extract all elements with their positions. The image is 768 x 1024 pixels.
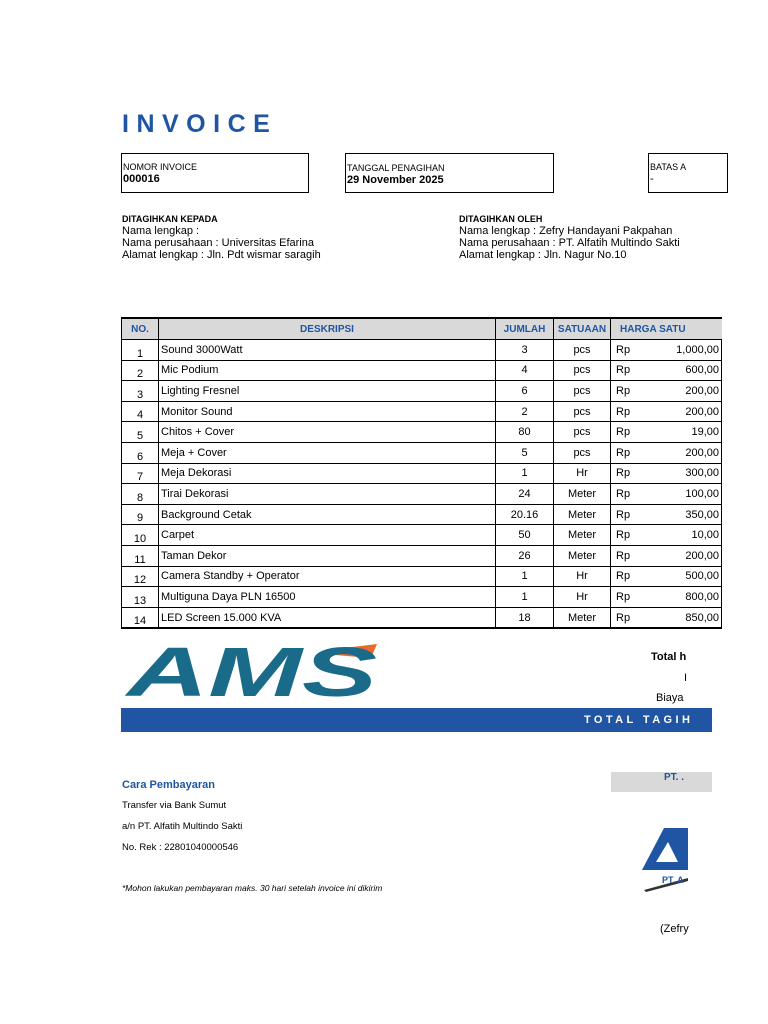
row-currency: Rp bbox=[611, 545, 636, 566]
row-unit: Meter bbox=[554, 525, 611, 546]
invoice-number-box bbox=[121, 153, 309, 193]
row-description: LED Screen 15.000 KVA bbox=[159, 607, 496, 628]
signer-name: (Zefry bbox=[660, 923, 689, 935]
row-currency: Rp bbox=[611, 484, 636, 505]
billed-by bbox=[459, 214, 680, 261]
row-description: Monitor Sound bbox=[159, 401, 496, 422]
row-unit-price: 300,00 bbox=[636, 463, 722, 484]
row-quantity: 1 bbox=[496, 463, 554, 484]
row-no: 13 bbox=[122, 587, 159, 608]
row-description: Sound 3000Watt bbox=[159, 340, 496, 361]
row-currency: Rp bbox=[611, 463, 636, 484]
summary-line-2: I bbox=[684, 672, 688, 684]
row-description: Carpet bbox=[159, 525, 496, 546]
row-unit: pcs bbox=[554, 381, 611, 402]
row-unit: pcs bbox=[554, 442, 611, 463]
billed-to-name: Nama lengkap : bbox=[122, 225, 200, 237]
row-unit-price: 500,00 bbox=[636, 566, 722, 587]
grand-total-label: TOTAL TAGIH bbox=[584, 714, 694, 726]
row-no: 12 bbox=[122, 566, 159, 587]
due-date-box bbox=[648, 153, 728, 193]
row-no: 9 bbox=[122, 504, 159, 525]
row-unit: Meter bbox=[554, 484, 611, 505]
row-quantity: 1 bbox=[496, 587, 554, 608]
table-row bbox=[122, 422, 722, 443]
row-description: Lighting Fresnel bbox=[159, 381, 496, 402]
row-unit-price: 19,00 bbox=[636, 422, 722, 443]
row-unit: pcs bbox=[554, 340, 611, 361]
row-unit: pcs bbox=[554, 360, 611, 381]
row-unit: Meter bbox=[554, 504, 611, 525]
col-unit-header: SATUAAN bbox=[554, 318, 611, 340]
row-no: 4 bbox=[122, 401, 159, 422]
table-row bbox=[122, 340, 722, 361]
row-description: Meja Dekorasi bbox=[159, 463, 496, 484]
table-row bbox=[122, 504, 722, 525]
row-quantity: 26 bbox=[496, 545, 554, 566]
payment-account-no: No. Rek : 22801040000546 bbox=[122, 842, 239, 853]
row-quantity: 4 bbox=[496, 360, 554, 381]
row-quantity: 24 bbox=[496, 484, 554, 505]
row-no: 14 bbox=[122, 607, 159, 628]
invoice-date: 29 November 2025 bbox=[347, 174, 444, 186]
invoice-number: 000016 bbox=[123, 173, 160, 185]
row-currency: Rp bbox=[611, 442, 636, 463]
row-quantity: 50 bbox=[496, 525, 554, 546]
row-unit-price: 200,00 bbox=[636, 442, 722, 463]
row-description: Taman Dekor bbox=[159, 545, 496, 566]
summary-total-label: Total h bbox=[651, 651, 687, 663]
row-unit: pcs bbox=[554, 422, 611, 443]
row-unit-price: 200,00 bbox=[636, 381, 722, 402]
row-unit-price: 200,00 bbox=[636, 401, 722, 422]
col-qty-header: JUMLAH bbox=[496, 318, 554, 340]
row-currency: Rp bbox=[611, 566, 636, 587]
row-description: Background Cetak bbox=[159, 504, 496, 525]
invoice-date-box bbox=[345, 153, 554, 193]
billed-to bbox=[122, 214, 321, 261]
invoice-number-label: NOMOR INVOICE bbox=[123, 162, 198, 172]
table-row bbox=[122, 463, 722, 484]
row-no: 2 bbox=[122, 360, 159, 381]
row-description: Mic Podium bbox=[159, 360, 496, 381]
row-unit: Hr bbox=[554, 566, 611, 587]
row-no: 6 bbox=[122, 442, 159, 463]
row-no: 1 bbox=[122, 340, 159, 361]
row-description: Tirai Dekorasi bbox=[159, 484, 496, 505]
row-unit-price: 350,00 bbox=[636, 504, 722, 525]
table-header-row bbox=[122, 318, 722, 340]
row-unit-price: 1,000,00 bbox=[636, 340, 722, 361]
invoice-title: INVOICE bbox=[122, 110, 278, 138]
row-unit: pcs bbox=[554, 401, 611, 422]
row-quantity: 6 bbox=[496, 381, 554, 402]
row-quantity: 3 bbox=[496, 340, 554, 361]
billed-to-heading: DITAGIHKAN KEPADA bbox=[122, 214, 218, 224]
row-description: Multiguna Daya PLN 16500 bbox=[159, 587, 496, 608]
row-quantity: 80 bbox=[496, 422, 554, 443]
row-no: 3 bbox=[122, 381, 159, 402]
payment-heading: Cara Pembayaran bbox=[122, 779, 215, 791]
row-unit: Hr bbox=[554, 587, 611, 608]
row-quantity: 2 bbox=[496, 401, 554, 422]
billed-by-heading: DITAGIHKAN OLEH bbox=[459, 214, 543, 224]
row-currency: Rp bbox=[611, 587, 636, 608]
invoice-date-label: TANGGAL PENAGIHAN bbox=[347, 163, 445, 173]
table-row bbox=[122, 607, 722, 628]
row-no: 8 bbox=[122, 484, 159, 505]
row-no: 10 bbox=[122, 525, 159, 546]
signature-company-label: PT. . bbox=[664, 772, 685, 783]
due-date-label: BATAS A bbox=[650, 162, 687, 172]
table-row bbox=[122, 401, 722, 422]
table-row bbox=[122, 381, 722, 402]
payment-account-name: a/n PT. Alfatih Multindo Sakti bbox=[122, 821, 243, 832]
row-quantity: 1 bbox=[496, 566, 554, 587]
billed-to-company: Nama perusahaan : Universitas Efarina bbox=[122, 237, 314, 249]
row-description: Camera Standby + Operator bbox=[159, 566, 496, 587]
row-currency: Rp bbox=[611, 381, 636, 402]
payment-method: Transfer via Bank Sumut bbox=[122, 800, 227, 811]
col-price-header: HARGA SATU bbox=[611, 318, 722, 340]
col-no-header: NO. bbox=[122, 318, 159, 340]
row-no: 7 bbox=[122, 463, 159, 484]
billed-to-address: Alamat lengkap : Jln. Pdt wismar saragih bbox=[122, 249, 321, 261]
row-unit: Meter bbox=[554, 607, 611, 628]
summary-fee-label: Biaya bbox=[656, 692, 684, 704]
billed-by-company: Nama perusahaan : PT. Alfatih Multindo Sakti bbox=[459, 237, 680, 249]
billed-by-name: Nama lengkap : Zefry Handayani Pakpahan bbox=[459, 225, 673, 237]
row-unit-price: 800,00 bbox=[636, 587, 722, 608]
logo-text: AMS bbox=[123, 633, 377, 711]
company-stamp-text: PT. A bbox=[662, 875, 684, 885]
row-description: Chitos + Cover bbox=[159, 422, 496, 443]
table-row bbox=[122, 442, 722, 463]
billed-by-address: Alamat lengkap : Jln. Nagur No.10 bbox=[459, 249, 627, 261]
col-desc-header: DESKRIPSI bbox=[159, 318, 496, 340]
row-no: 5 bbox=[122, 422, 159, 443]
row-currency: Rp bbox=[611, 422, 636, 443]
row-currency: Rp bbox=[611, 401, 636, 422]
row-unit: Meter bbox=[554, 545, 611, 566]
row-unit-price: 850,00 bbox=[636, 607, 722, 628]
row-quantity: 18 bbox=[496, 607, 554, 628]
row-no: 11 bbox=[122, 545, 159, 566]
row-description: Meja + Cover bbox=[159, 442, 496, 463]
due-date: - bbox=[650, 173, 654, 185]
items-table bbox=[121, 317, 722, 629]
row-currency: Rp bbox=[611, 340, 636, 361]
table-row bbox=[122, 587, 722, 608]
row-unit: Hr bbox=[554, 463, 611, 484]
row-currency: Rp bbox=[611, 504, 636, 525]
payment-note: *Mohon lakukan pembayaran maks. 30 hari setelah invoice ini dikirim bbox=[122, 883, 383, 893]
row-unit-price: 600,00 bbox=[636, 360, 722, 381]
ams-logo bbox=[123, 633, 383, 711]
row-quantity: 20.16 bbox=[496, 504, 554, 525]
row-currency: Rp bbox=[611, 360, 636, 381]
table-row bbox=[122, 525, 722, 546]
table-row bbox=[122, 545, 722, 566]
row-currency: Rp bbox=[611, 525, 636, 546]
table-row bbox=[122, 566, 722, 587]
row-unit-price: 200,00 bbox=[636, 545, 722, 566]
table-row bbox=[122, 360, 722, 381]
row-unit-price: 100,00 bbox=[636, 484, 722, 505]
row-quantity: 5 bbox=[496, 442, 554, 463]
row-currency: Rp bbox=[611, 607, 636, 628]
row-unit-price: 10,00 bbox=[636, 525, 722, 546]
table-row bbox=[122, 484, 722, 505]
